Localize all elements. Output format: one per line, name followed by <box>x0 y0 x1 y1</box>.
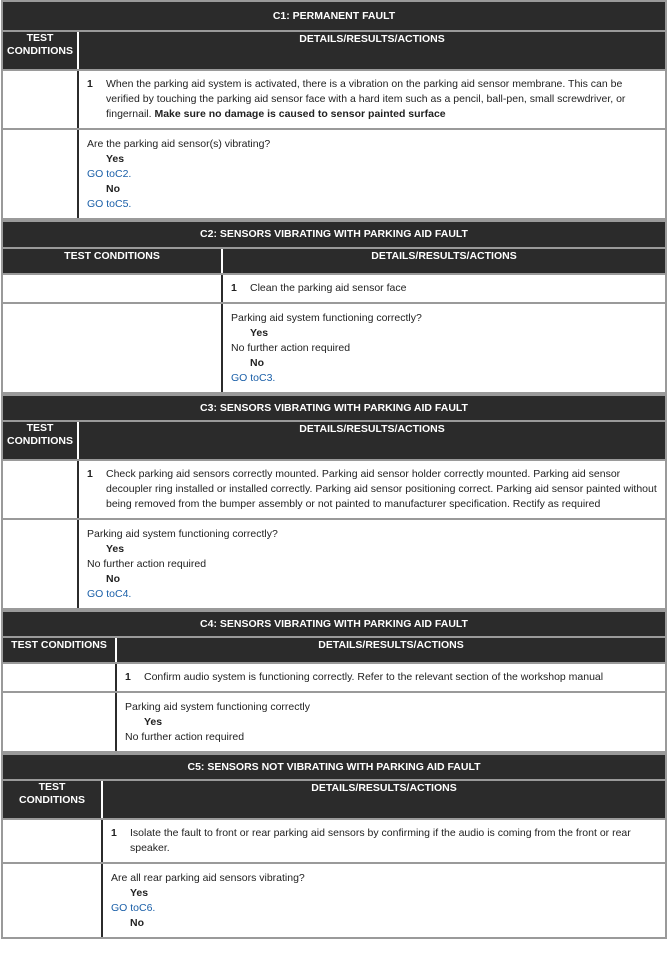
answer-yes: Yes <box>250 327 269 339</box>
question-text: Parking aid system functioning correctly? <box>87 528 278 540</box>
section-c4 <box>1 610 667 753</box>
step-number: 1 <box>87 468 93 480</box>
answer-no: No <box>106 183 120 195</box>
step-item <box>111 826 659 856</box>
step-cell <box>102 819 666 863</box>
question-cell <box>78 129 666 219</box>
question-cell <box>78 519 666 609</box>
step-text: Isolate the fault to front or rear parking aid sensors by confirming if the audio is coming from the front or rear speaker. <box>130 827 631 854</box>
step-cell <box>116 663 666 692</box>
goto-c3-link[interactable]: GO toC3. <box>231 372 276 384</box>
section-title: C4: SENSORS VIBRATING WITH PARKING AID FAULT <box>2 611 666 637</box>
section-c2 <box>1 220 667 394</box>
test-conditions-cell <box>2 692 116 752</box>
question-text: Parking aid system functioning correctly <box>125 701 310 713</box>
details-header: DETAILS/RESULTS/ACTIONS <box>78 421 666 460</box>
step-warning: Make sure no damage is caused to sensor painted surface <box>154 108 446 120</box>
section-title: C2: SENSORS VIBRATING WITH PARKING AID FAULT <box>2 221 666 248</box>
question-text: Parking aid system functioning correctly? <box>231 312 422 324</box>
step-item <box>87 77 659 122</box>
test-conditions-cell <box>2 274 222 303</box>
details-header: DETAILS/RESULTS/ACTIONS <box>222 248 666 274</box>
test-conditions-header: TEST CONDITIONS <box>2 421 78 460</box>
question-cell <box>102 863 666 938</box>
step-number: 1 <box>231 282 237 294</box>
test-conditions-header: TEST CONDITIONS <box>2 780 102 819</box>
details-header: DETAILS/RESULTS/ACTIONS <box>102 780 666 819</box>
yes-action-text: No further action required <box>231 342 351 354</box>
test-conditions-header: TEST CONDITIONS <box>2 248 222 274</box>
step-text: Confirm audio system is functioning correctly. Refer to the relevant section of the workshop manual <box>144 671 604 683</box>
step-cell <box>222 274 666 303</box>
step-cell <box>78 460 666 519</box>
test-conditions-cell <box>2 519 78 609</box>
answer-yes: Yes <box>144 716 163 728</box>
goto-c2-link[interactable]: GO toC2. <box>87 168 132 180</box>
answer-no: No <box>106 573 120 585</box>
test-conditions-cell <box>2 70 78 129</box>
section-c1 <box>1 0 667 220</box>
answer-yes: Yes <box>130 887 149 899</box>
test-conditions-cell <box>2 460 78 519</box>
details-header: DETAILS/RESULTS/ACTIONS <box>78 31 666 70</box>
goto-c6-link[interactable]: GO toC6. <box>111 902 156 914</box>
test-conditions-cell <box>2 863 102 938</box>
step-text-plain: When the parking aid system is activated, there is a vibration on the parking aid sensor membrane. This can be verified by touching the parking aid sensor face with a hard item such as a pencil, ball-pen, small screwdriver, or fingernail. <box>106 78 626 120</box>
test-conditions-header: TEST CONDITIONS <box>2 31 78 70</box>
test-conditions-header: TEST CONDITIONS <box>2 637 116 663</box>
test-conditions-cell <box>2 303 222 393</box>
step-number: 1 <box>111 827 117 839</box>
step-text: Clean the parking aid sensor face <box>250 282 407 294</box>
test-conditions-cell <box>2 819 102 863</box>
yes-action-text: No further action required <box>87 558 207 570</box>
step-number: 1 <box>125 671 131 683</box>
section-title: C1: PERMANENT FAULT <box>2 1 666 31</box>
step-number: 1 <box>87 78 93 90</box>
answer-yes: Yes <box>106 153 125 165</box>
question-cell <box>222 303 666 393</box>
answer-no: No <box>250 357 264 369</box>
test-conditions-cell <box>2 663 116 692</box>
question-text: Are all rear parking aid sensors vibrating? <box>111 872 305 884</box>
step-item <box>125 670 659 685</box>
section-c3 <box>1 394 667 610</box>
step-text <box>106 77 659 122</box>
step-text: Check parking aid sensors correctly mounted. Parking aid sensor holder correctly mounted. Parking aid sensor decoupler ring installed or installed correctly. Parking aid sensor positioning correct. Parking aid sensor painted without being removed from the bumper assembly or not painted to manufacturer specification. Rectify as required <box>106 468 657 510</box>
question-cell <box>116 692 666 752</box>
step-item <box>231 281 659 296</box>
goto-c5-link[interactable]: GO toC5. <box>87 198 132 210</box>
yes-action-text: No further action required <box>125 731 245 743</box>
section-c5 <box>1 753 667 939</box>
test-conditions-cell <box>2 129 78 219</box>
question-text: Are the parking aid sensor(s) vibrating? <box>87 138 271 150</box>
step-item <box>87 467 659 512</box>
answer-yes: Yes <box>106 543 125 555</box>
section-title: C3: SENSORS VIBRATING WITH PARKING AID FAULT <box>2 395 666 421</box>
section-title: C5: SENSORS NOT VIBRATING WITH PARKING AID FAULT <box>2 754 666 780</box>
goto-c4-link[interactable]: GO toC4. <box>87 588 132 600</box>
step-cell <box>78 70 666 129</box>
details-header: DETAILS/RESULTS/ACTIONS <box>116 637 666 663</box>
answer-no: No <box>130 917 144 929</box>
